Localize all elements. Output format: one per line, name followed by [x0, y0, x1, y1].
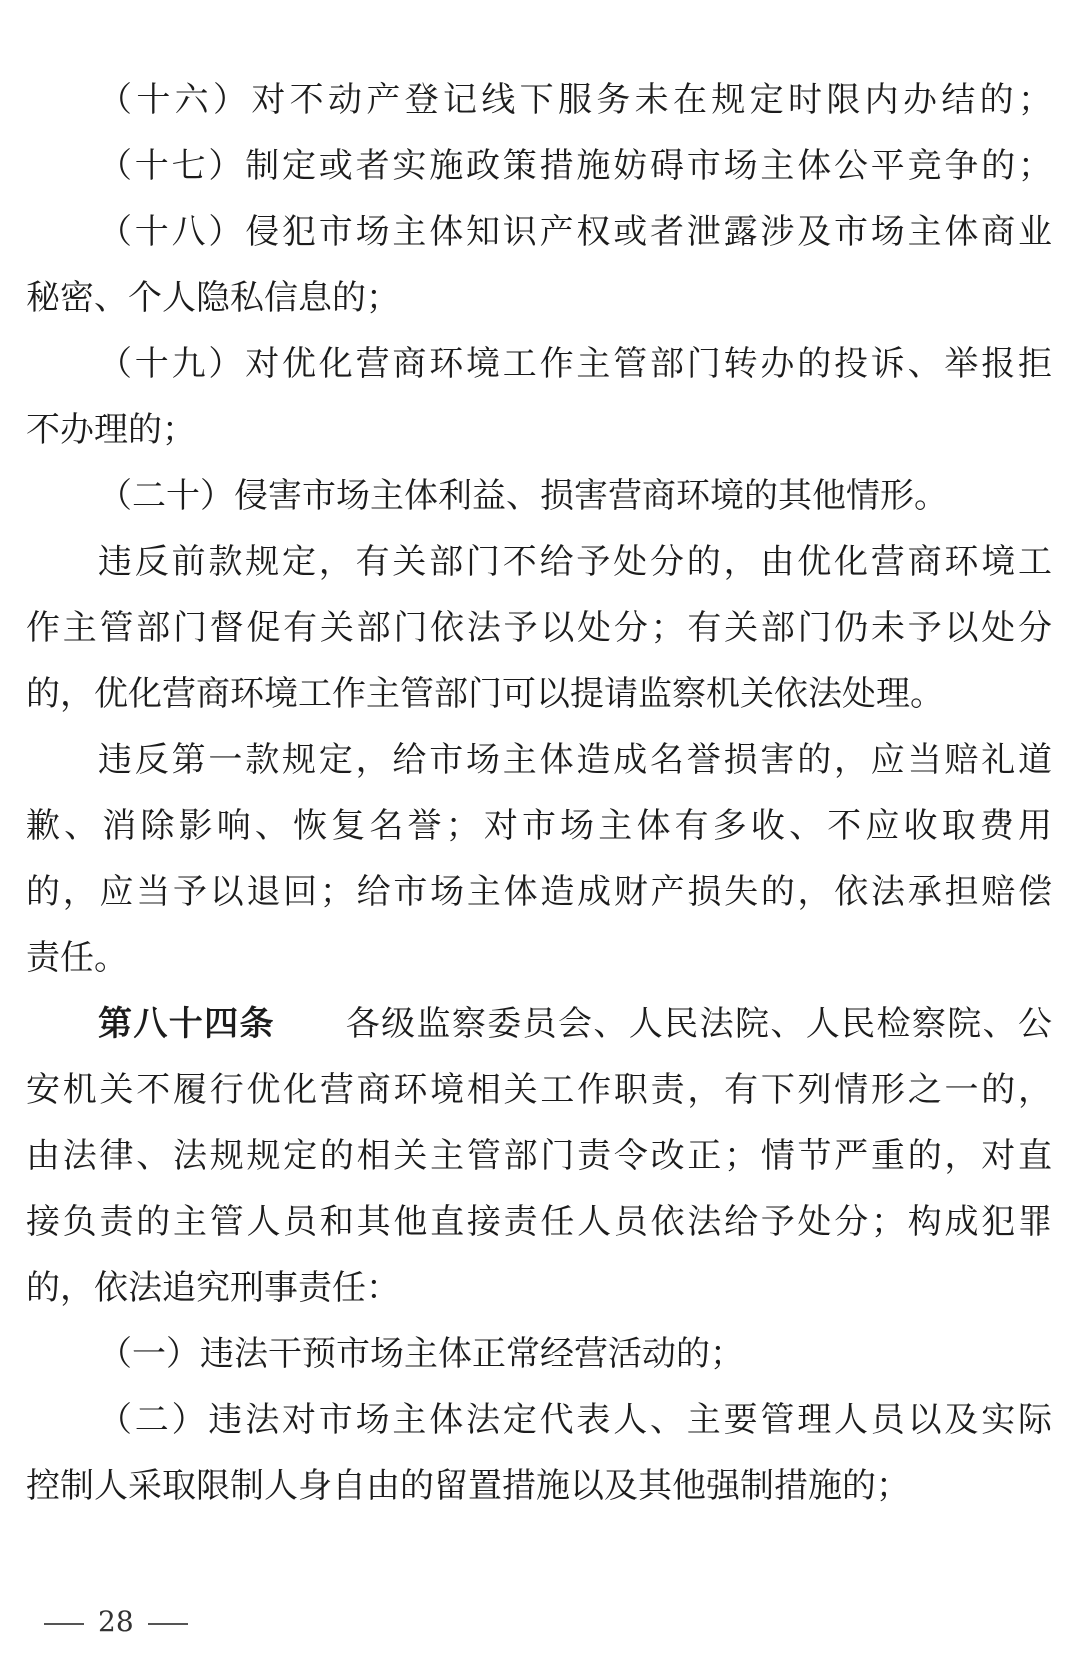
footer-dash-left	[44, 1623, 84, 1625]
page-footer	[30, 1600, 202, 1644]
text-line: 作主管部门督促有关部门依法予以处分；有关部门仍未予以处分	[26, 608, 1052, 648]
text-line: 责任。	[26, 938, 128, 978]
article-first-line	[98, 1000, 1052, 1048]
text-line: 接负责的主管人员和其他直接责任人员依法给予处分；构成犯罪	[26, 1202, 1052, 1242]
text-line: 控制人采取限制人身自由的留置措施以及其他强制措施的；	[26, 1466, 910, 1506]
text-line: 违反前款规定，有关部门不给予处分的，由优化营商环境工	[98, 542, 1052, 582]
footer-dash-right	[148, 1623, 188, 1625]
text-line: （十七）制定或者实施政策措施妨碍市场主体公平竞争的；	[98, 146, 1052, 186]
text-line: 安机关不履行优化营商环境相关工作职责，有下列情形之一的，	[26, 1070, 1052, 1110]
text-line: （十九）对优化营商环境工作主管部门转办的投诉、举报拒	[98, 344, 1052, 384]
text-line: 违反第一款规定，给市场主体造成名誉损害的，应当赔礼道	[98, 740, 1052, 780]
text-line: 的，应当予以退回；给市场主体造成财产损失的，依法承担赔偿	[26, 872, 1052, 912]
text-line: （二十）侵害市场主体利益、损害营商环境的其他情形。	[98, 476, 948, 516]
text-line: （二）违法对市场主体法定代表人、主要管理人员以及实际	[98, 1400, 1052, 1440]
page-number: 28	[98, 1605, 134, 1638]
text-line: （十八）侵犯市场主体知识产权或者泄露涉及市场主体商业	[98, 212, 1052, 252]
text-line: 歉、消除影响、恢复名誉；对市场主体有多收、不应收取费用	[26, 806, 1052, 846]
text-line: 秘密、个人隐私信息的；	[26, 278, 400, 318]
text-line: 由法律、法规规定的相关主管部门责令改正；情节严重的，对直	[26, 1136, 1052, 1176]
article-text: 各级监察委员会、人民法院、人民检察院、公	[345, 1004, 1052, 1044]
text-line: （一）违法干预市场主体正常经营活动的；	[98, 1334, 744, 1374]
text-line: 不办理的；	[26, 410, 196, 450]
article-heading: 第八十四条	[98, 1004, 275, 1044]
text-line: （十六）对不动产登记线下服务未在规定时限内办结的；	[98, 80, 1052, 120]
text-line: 的，依法追究刑事责任：	[26, 1268, 400, 1308]
text-line: 的，优化营商环境工作主管部门可以提请监察机关依法处理。	[26, 674, 944, 714]
